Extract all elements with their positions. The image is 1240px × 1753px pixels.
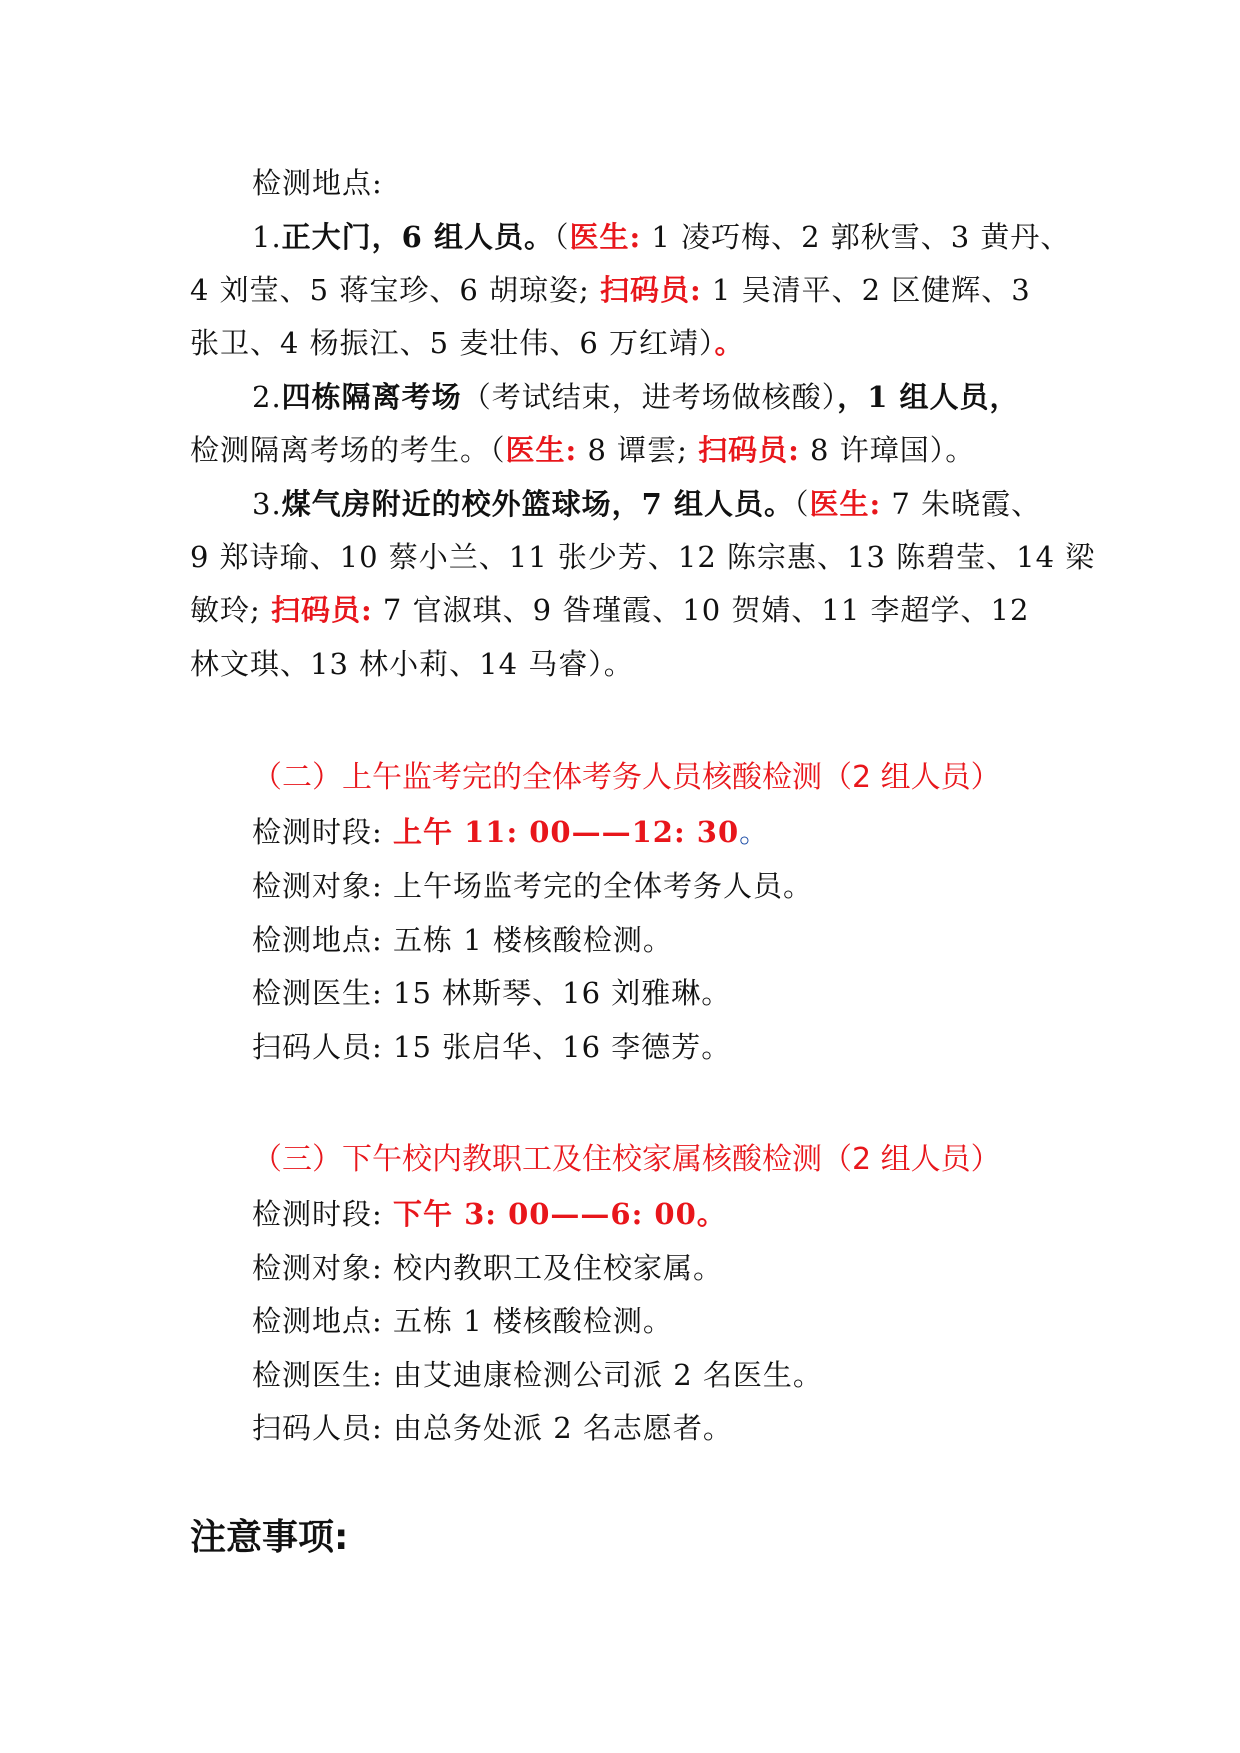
section3-heading: （三）下午校内教职工及住校家属核酸检测（2 组人员） (252, 1142, 1001, 1177)
sec2-doctor: 检测医生: 15 林斯琴、16 刘雅琳。 (252, 976, 732, 1010)
scanner-label: 扫码员: (271, 593, 373, 627)
sec3-scanner: 扫码人员: 由总务处派 2 名志愿者。 (252, 1411, 733, 1445)
item3-line1: 3.煤气房附近的校外篮球场，7 组人员。（医生: 7 朱晓霞、 (252, 487, 1042, 521)
sec3-target: 检测对象: 校内教职工及住校家属。 (252, 1251, 724, 1285)
doctor-label: 医生: (809, 487, 882, 521)
doctor-label: 医生: (569, 220, 642, 254)
sec2-place: 检测地点: 五栋 1 楼核酸检测。 (252, 923, 673, 957)
item2-title: 四栋隔离考场 (281, 380, 462, 414)
scanner-label: 扫码员: (698, 433, 800, 467)
item3-line2: 9 郑诗瑜、10 蔡小兰、11 张少芳、12 陈宗惠、13 陈碧莹、14 梁 (190, 540, 1096, 574)
notes-title: 注意事项: (190, 1517, 349, 1558)
sec2-target: 检测对象: 上午场监考完的全体考务人员。 (252, 869, 814, 903)
item3-title: 煤气房附近的校外篮球场，7 组人员。 (281, 487, 794, 521)
sec3-time: 检测时段: 下午 3: 00——6: 00。 (252, 1197, 727, 1231)
sec2-time: 检测时段: 上午 11: 00——12: 30。 (252, 815, 770, 849)
scanner-label: 扫码员: (600, 273, 702, 307)
item1-line3: 张卫、4 杨振江、5 麦壮伟、6 万红靖）。 (190, 326, 745, 360)
item3-line3: 敏玲; 扫码员: 7 官淑琪、9 昝瑾霞、10 贺婧、11 李超学、12 (190, 593, 1030, 627)
item3-line4: 林文琪、13 林小莉、14 马睿）。 (190, 647, 634, 681)
item2-line1: 2.四栋隔离考场（考试结束，进考场做核酸），1 组人员， (252, 380, 1020, 414)
doctor-label: 医生: (505, 433, 578, 467)
item2-line2: 检测隔离考场的考生。（医生: 8 谭雲; 扫码员: 8 许璋国）。 (190, 433, 976, 467)
sec3-doctor: 检测医生: 由艾迪康检测公司派 2 名医生。 (252, 1358, 823, 1392)
sec3-place: 检测地点: 五栋 1 楼核酸检测。 (252, 1304, 673, 1338)
item1-line1: 1.正大门，6 组人员。（医生: 1 凌巧梅、2 郭秋雪、3 黄丹、 (252, 220, 1071, 254)
location-label: 检测地点: (252, 166, 383, 200)
section2-heading: （二）上午监考完的全体考务人员核酸检测（2 组人员） (252, 760, 1001, 795)
sec2-scanner: 扫码人员: 15 张启华、16 李德芳。 (252, 1030, 732, 1064)
item1-line2: 4 刘莹、5 蒋宝珍、6 胡琼姿; 扫码员: 1 吴清平、2 区健辉、3 (190, 273, 1031, 307)
item1-title: 正大门，6 组人员。 (281, 220, 554, 254)
